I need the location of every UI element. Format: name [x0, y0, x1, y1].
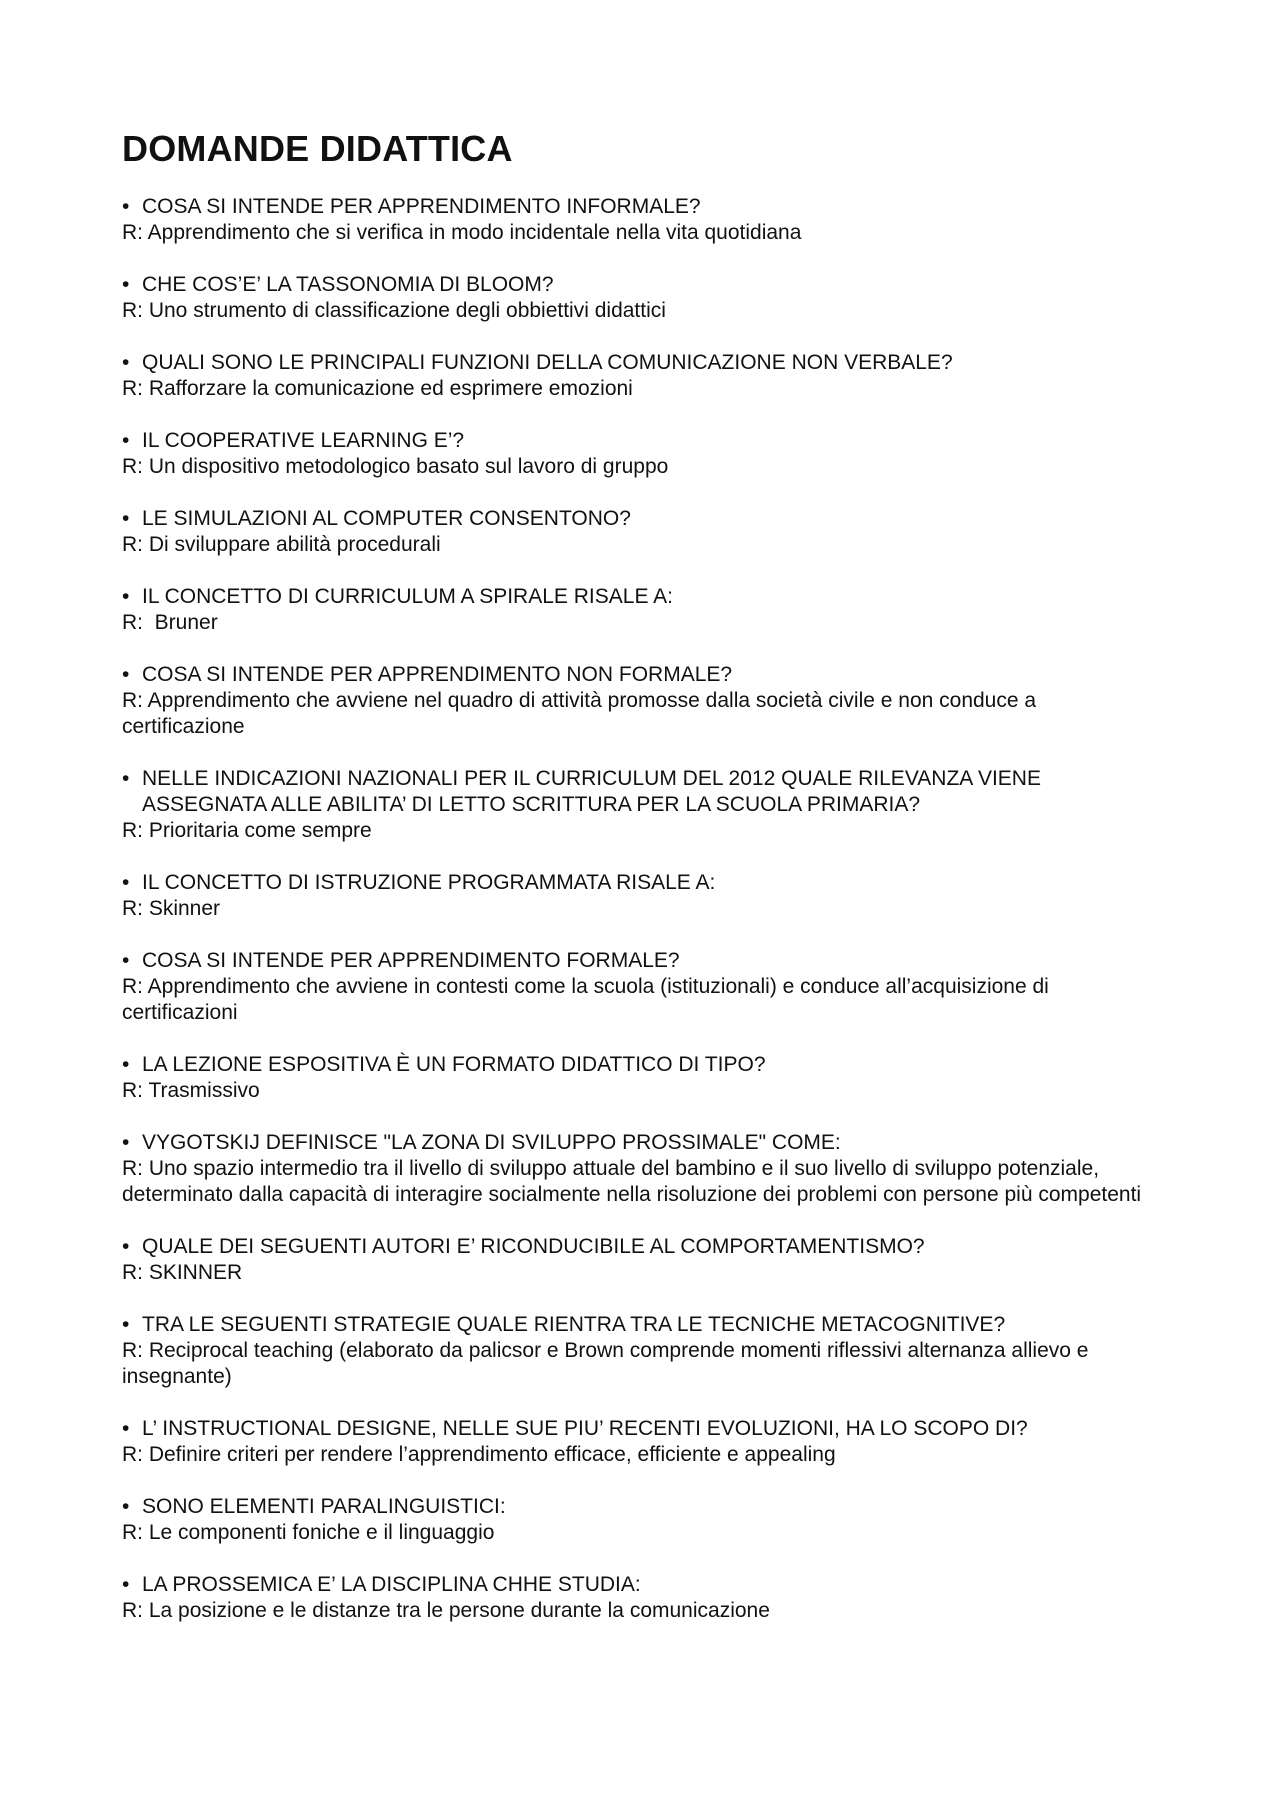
- list-item: [122, 584, 1160, 636]
- answer-text: R: Apprendimento che avviene in contesti come la scuola (istituzionali) e conduce all’acquisizione di certificazioni: [122, 975, 1049, 1024]
- list-item: [122, 1572, 1160, 1624]
- question-text: NELLE INDICAZIONI NAZIONALI PER IL CURRICULUM DEL 2012 QUALE RILEVANZA VIENE ASSEGNATA ALLE ABILITA’ DI LETTO SCRITTURA PER LA SCUOLA PRIMARIA?: [142, 767, 1041, 816]
- question-text: QUALE DEI SEGUENTI AUTORI E’ RICONDUCIBILE AL COMPORTAMENTISMO?: [142, 1235, 925, 1258]
- list-item: [122, 428, 1160, 480]
- list-item: [122, 350, 1160, 402]
- bullet-icon: •: [122, 585, 130, 608]
- question: [122, 272, 1160, 298]
- question: [122, 1572, 1160, 1598]
- question-text: LA LEZIONE ESPOSITIVA È UN FORMATO DIDATTICO DI TIPO?: [142, 1053, 766, 1076]
- list-item: [122, 870, 1160, 922]
- answer-text: R: Definire criteri per rendere l’apprendimento efficace, efficiente e appealing: [122, 1443, 836, 1466]
- page-title: DOMANDE DIDATTICA: [122, 128, 513, 169]
- question: [122, 766, 1160, 818]
- answer-text: R: SKINNER: [122, 1261, 243, 1284]
- question-text: SONO ELEMENTI PARALINGUISTICI:: [142, 1495, 506, 1518]
- bullet-icon: •: [122, 195, 130, 218]
- bullet-icon: •: [122, 351, 130, 374]
- list-item: [122, 506, 1160, 558]
- list-item: [122, 1494, 1160, 1546]
- question-text: QUALI SONO LE PRINCIPALI FUNZIONI DELLA COMUNICAZIONE NON VERBALE?: [142, 351, 953, 374]
- list-item: [122, 1312, 1160, 1390]
- list-item: [122, 194, 1160, 246]
- bullet-icon: •: [122, 429, 130, 452]
- bullet-icon: •: [122, 1573, 130, 1596]
- list-item: [122, 662, 1160, 740]
- question: [122, 506, 1160, 532]
- bullet-icon: •: [122, 663, 130, 686]
- answer-text: R: Uno spazio intermedio tra il livello di sviluppo attuale del bambino e il suo livello di sviluppo potenziale, determinato dalla capacità di interagire socialmente nella risoluzione dei problemi con persone più competenti: [122, 1157, 1142, 1206]
- question-text: IL COOPERATIVE LEARNING E’?: [142, 429, 465, 452]
- answer-text: R: Apprendimento che si verifica in modo incidentale nella vita quotidiana: [122, 221, 802, 244]
- answer-text: R: Skinner: [122, 897, 221, 920]
- question-text: LE SIMULAZIONI AL COMPUTER CONSENTONO?: [142, 507, 631, 530]
- question-list: [122, 194, 1160, 1624]
- question-text: COSA SI INTENDE PER APPRENDIMENTO INFORMALE?: [142, 195, 701, 218]
- answer-text: R: Reciprocal teaching (elaborato da palicsor e Brown comprende momenti riflessivi alternanza allievo e insegnante): [122, 1339, 1089, 1388]
- answer-text: R: Le componenti foniche e il linguaggio: [122, 1521, 495, 1544]
- question: [122, 1052, 1160, 1078]
- answer-text: R: Bruner: [122, 611, 218, 634]
- question-text: LA PROSSEMICA E’ LA DISCIPLINA CHHE STUDIA:: [142, 1573, 641, 1596]
- question: [122, 948, 1160, 974]
- answer-text: R: Uno strumento di classificazione degli obbiettivi didattici: [122, 299, 666, 322]
- list-item: [122, 1130, 1160, 1208]
- bullet-icon: •: [122, 507, 130, 530]
- answer-text: R: Un dispositivo metodologico basato sul lavoro di gruppo: [122, 455, 669, 478]
- question: [122, 428, 1160, 454]
- question-text: IL CONCETTO DI ISTRUZIONE PROGRAMMATA RISALE A:: [142, 871, 716, 894]
- question: [122, 1130, 1160, 1156]
- bullet-icon: •: [122, 1313, 130, 1336]
- question: [122, 1234, 1160, 1260]
- question: [122, 1416, 1160, 1442]
- question-text: TRA LE SEGUENTI STRATEGIE QUALE RIENTRA TRA LE TECNICHE METACOGNITIVE?: [142, 1313, 1006, 1336]
- bullet-icon: •: [122, 1131, 130, 1154]
- question: [122, 350, 1160, 376]
- answer-text: R: Apprendimento che avviene nel quadro di attività promosse dalla società civile e non conduce a certificazione: [122, 689, 1037, 738]
- question: [122, 584, 1160, 610]
- question-text: L’ INSTRUCTIONAL DESIGNE, NELLE SUE PIU’ RECENTI EVOLUZIONI, HA LO SCOPO DI?: [142, 1417, 1028, 1440]
- bullet-icon: •: [122, 273, 130, 296]
- bullet-icon: •: [122, 1495, 130, 1518]
- list-item: [122, 766, 1160, 844]
- answer-text: R: Di sviluppare abilità procedurali: [122, 533, 441, 556]
- bullet-icon: •: [122, 1053, 130, 1076]
- question-text: IL CONCETTO DI CURRICULUM A SPIRALE RISALE A:: [142, 585, 673, 608]
- answer-text: R: Trasmissivo: [122, 1079, 260, 1102]
- question: [122, 1494, 1160, 1520]
- answer-text: R: Prioritaria come sempre: [122, 819, 372, 842]
- question-text: VYGOTSKIJ DEFINISCE "LA ZONA DI SVILUPPO PROSSIMALE" COME:: [142, 1131, 841, 1154]
- bullet-icon: •: [122, 871, 130, 894]
- question-text: CHE COS’E’ LA TASSONOMIA DI BLOOM?: [142, 273, 554, 296]
- bullet-icon: •: [122, 767, 130, 790]
- question: [122, 1312, 1160, 1338]
- question-text: COSA SI INTENDE PER APPRENDIMENTO NON FORMALE?: [142, 663, 733, 686]
- question: [122, 870, 1160, 896]
- list-item: [122, 1234, 1160, 1286]
- question-text: COSA SI INTENDE PER APPRENDIMENTO FORMALE?: [142, 949, 680, 972]
- list-item: [122, 948, 1160, 1026]
- list-item: [122, 1052, 1160, 1104]
- list-item: [122, 272, 1160, 324]
- answer-text: R: La posizione e le distanze tra le persone durante la comunicazione: [122, 1599, 770, 1622]
- list-item: [122, 1416, 1160, 1468]
- answer-text: R: Rafforzare la comunicazione ed esprimere emozioni: [122, 377, 633, 400]
- bullet-icon: •: [122, 1417, 130, 1440]
- bullet-icon: •: [122, 1235, 130, 1258]
- question: [122, 194, 1160, 220]
- bullet-icon: •: [122, 949, 130, 972]
- question: [122, 662, 1160, 688]
